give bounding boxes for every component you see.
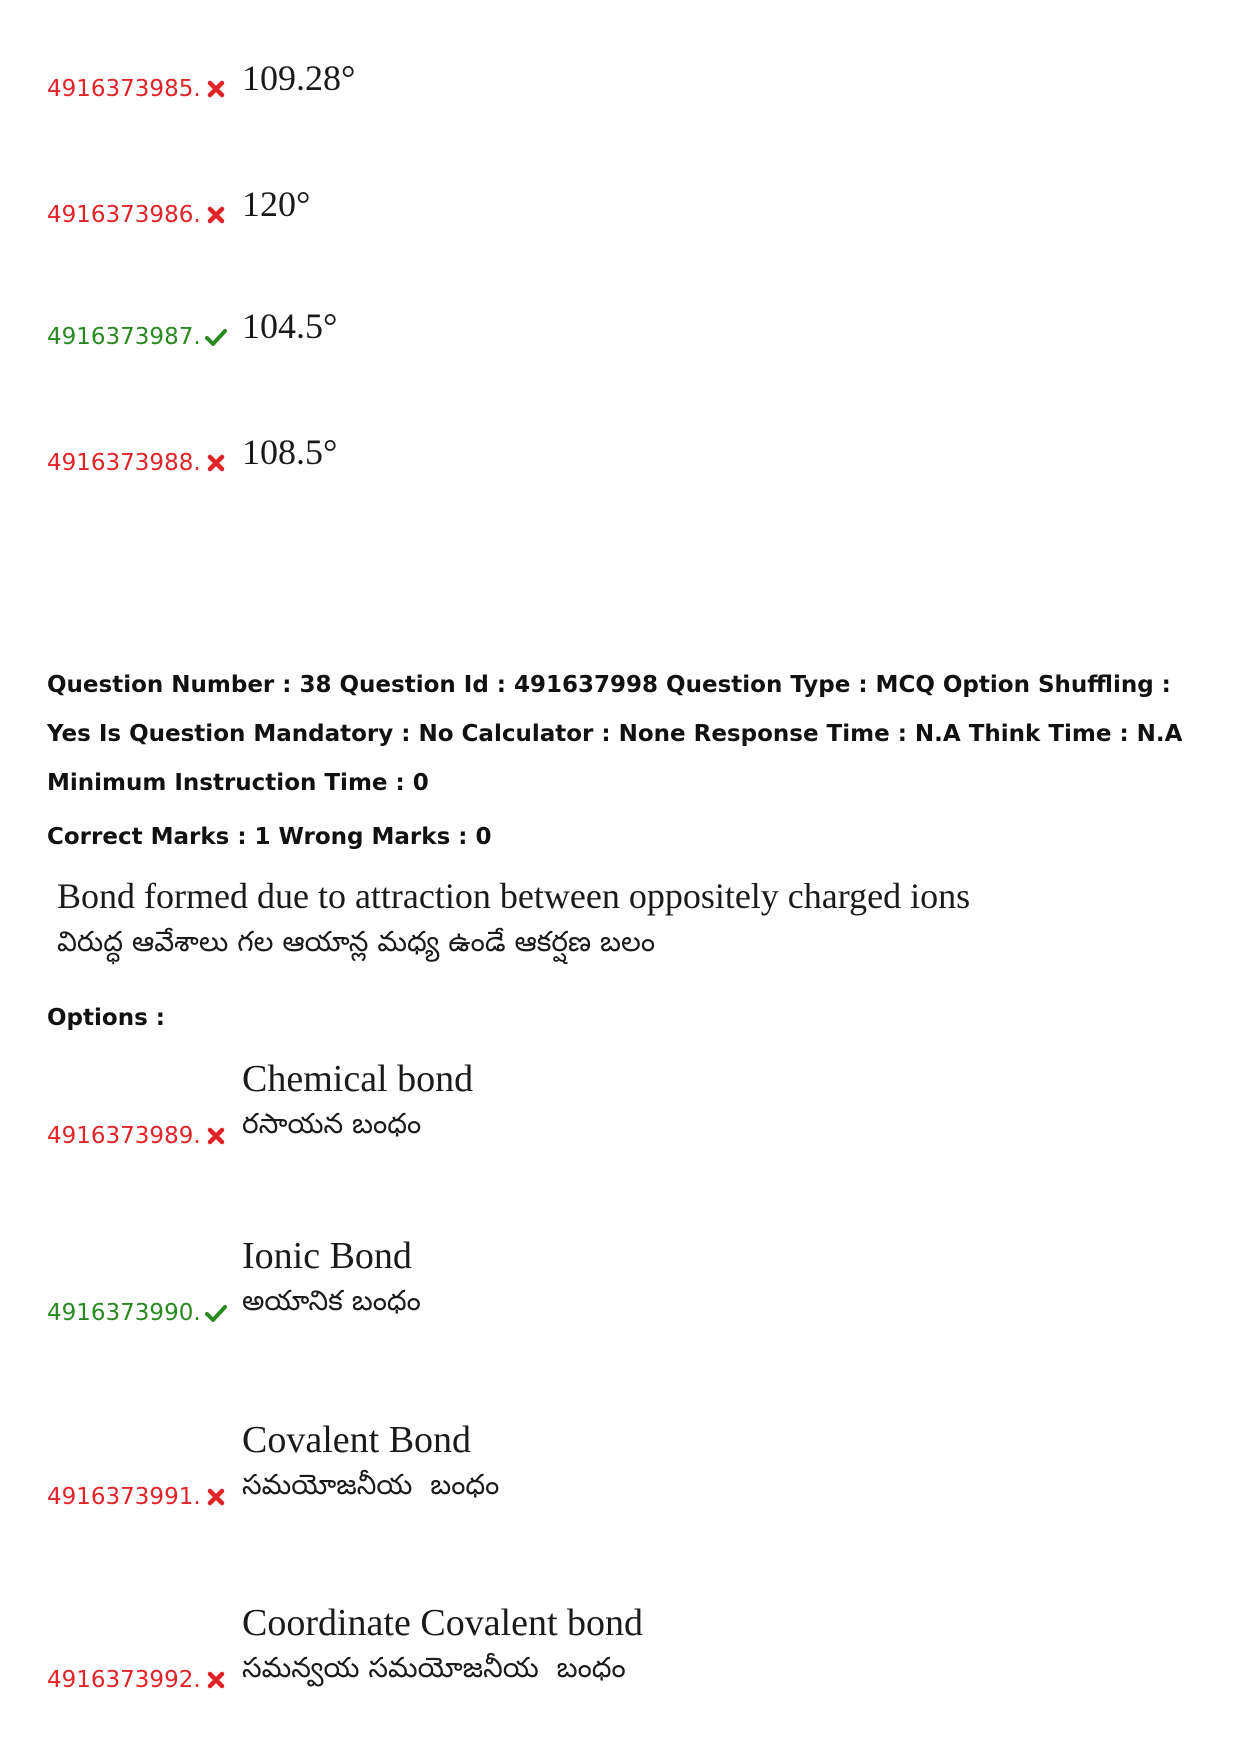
option-id: 4916373988.	[47, 450, 201, 476]
cross-icon	[205, 78, 227, 100]
option-id: 4916373987.	[47, 324, 201, 350]
option-id: 4916373985.	[47, 76, 201, 102]
question-text-en: Bond formed due to attraction between oppositely charged ions	[57, 876, 971, 916]
option-text-en: Chemical bond	[242, 1058, 474, 1100]
question-text-te: విరుద్ధ ఆవేశాలు గల ఆయాన్ల మధ్య ఉండే ఆకర్షణ బలం	[57, 925, 656, 958]
check-icon	[205, 326, 227, 348]
option-text-te: అయానిక బంధం	[242, 1284, 421, 1317]
option-text-en: Covalent Bond	[242, 1419, 472, 1461]
option-text-en: Ionic Bond	[242, 1235, 412, 1277]
option-text-en: Coordinate Covalent bond	[242, 1602, 644, 1644]
cross-icon	[205, 204, 227, 226]
option-id: 4916373986.	[47, 202, 201, 228]
option-text-te: సమన్వయ సమయోజనీయ బంధం	[242, 1651, 626, 1684]
option-id: 4916373992.	[47, 1667, 201, 1693]
option-text-te: సమయోజనీయ బంధం	[242, 1468, 500, 1501]
option-text: 108.5°	[242, 432, 338, 472]
option-id: 4916373989.	[47, 1123, 201, 1149]
option-id: 4916373990.	[47, 1300, 201, 1326]
option-text: 120°	[242, 184, 311, 224]
option-text-te: రసాయన బంధం	[242, 1107, 422, 1140]
options-label: Options :	[47, 1005, 165, 1031]
question-meta: Question Number : 38 Question Id : 491637998 Question Type : MCQ Option Shuffling : Yes Is Question Mandatory : No Calculator : None Response Time : N.A Think Time : N.A Minimum Instruction Time : 0	[47, 672, 1183, 796]
cross-icon	[205, 1486, 227, 1508]
cross-icon	[205, 1125, 227, 1147]
check-icon	[205, 1302, 227, 1324]
option-text: 104.5°	[242, 306, 338, 346]
cross-icon	[205, 452, 227, 474]
marks-line: Correct Marks : 1 Wrong Marks : 0	[47, 824, 492, 850]
option-text: 109.28°	[242, 58, 356, 98]
cross-icon	[205, 1669, 227, 1691]
option-id: 4916373991.	[47, 1484, 201, 1510]
